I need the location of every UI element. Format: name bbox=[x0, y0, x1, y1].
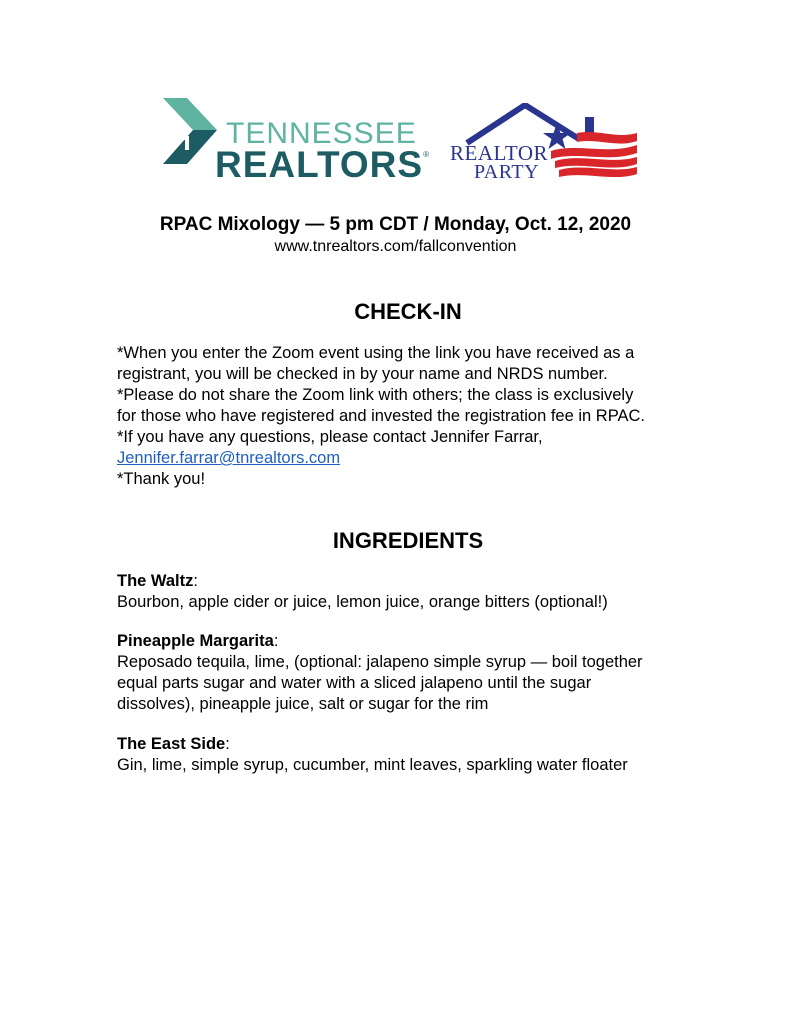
checkin-line: for those who have registered and invested the registration fee in RPAC. bbox=[117, 407, 645, 425]
checkin-heading: CHECK-IN bbox=[354, 299, 462, 324]
realtor-word: REALTOR bbox=[450, 141, 549, 165]
checkin-line: *If you have any questions, please contact Jennifer Farrar, bbox=[117, 428, 543, 446]
tennessee-realtors-logo bbox=[163, 98, 430, 186]
thank-you-line: *Thank you! bbox=[117, 470, 206, 488]
drink-ingredients-line: Gin, lime, simple syrup, cucumber, mint leaves, sparkling water floater bbox=[117, 756, 628, 774]
contact-email-link[interactable]: Jennifer.farrar@tnrealtors.com bbox=[117, 449, 341, 467]
drink-ingredients-line: Bourbon, apple cider or juice, lemon juice, orange bitters (optional!) bbox=[117, 593, 608, 611]
realtor-party-logo bbox=[447, 103, 640, 185]
drink-name: Pineapple Margarita bbox=[117, 632, 274, 650]
tennessee-word: TENNESSEE bbox=[226, 117, 417, 150]
drink-ingredients-line: equal parts sugar and water with a sliced jalapeno until the sugar bbox=[117, 674, 592, 692]
drink-name: The Waltz bbox=[117, 572, 194, 590]
checkin-line: *Please do not share the Zoom link with others; the class is exclusively bbox=[117, 386, 634, 404]
checkin-body bbox=[117, 343, 717, 490]
registered-mark: ® bbox=[423, 150, 430, 159]
tennessee-realtors-chevron-icon bbox=[163, 98, 223, 178]
ingredients-heading: INGREDIENTS bbox=[332, 528, 484, 553]
drink-ingredients-line: Reposado tequila, lime, (optional: jalapeno simple syrup — boil together bbox=[117, 653, 643, 671]
checkin-line: *When you enter the Zoom event using the link you have received as a bbox=[117, 344, 635, 362]
drink-waltz: The Waltz: Bourbon, apple cider or juice, lemon juice, orange bitters (optional!) bbox=[117, 571, 717, 613]
realtors-text: REALTORS bbox=[215, 144, 424, 185]
drink-ingredients-line: dissolves), pineapple juice, salt or sugar for the rim bbox=[117, 695, 489, 713]
realtors-word bbox=[215, 144, 430, 186]
drink-pineapple-margarita: Pineapple Margarita: Reposado tequila, lime, (optional: jalapeno simple syrup — boil together equal parts sugar and water with a sliced jalapeno until the sugar dissolves), pineapple juice, salt or sugar for the rim bbox=[117, 631, 717, 715]
checkin-line: registrant, you will be checked in by your name and NRDS number. bbox=[117, 365, 608, 383]
drink-name: The East Side bbox=[117, 735, 226, 753]
event-title: RPAC Mixology — 5 pm CDT / Monday, Oct. 12, 2020 bbox=[159, 214, 632, 235]
party-word: PARTY bbox=[474, 161, 540, 183]
event-url[interactable]: www.tnrealtors.com/fallconvention bbox=[274, 238, 517, 255]
drink-east-side: The East Side: Gin, lime, simple syrup, cucumber, mint leaves, sparkling water floater bbox=[117, 734, 717, 776]
